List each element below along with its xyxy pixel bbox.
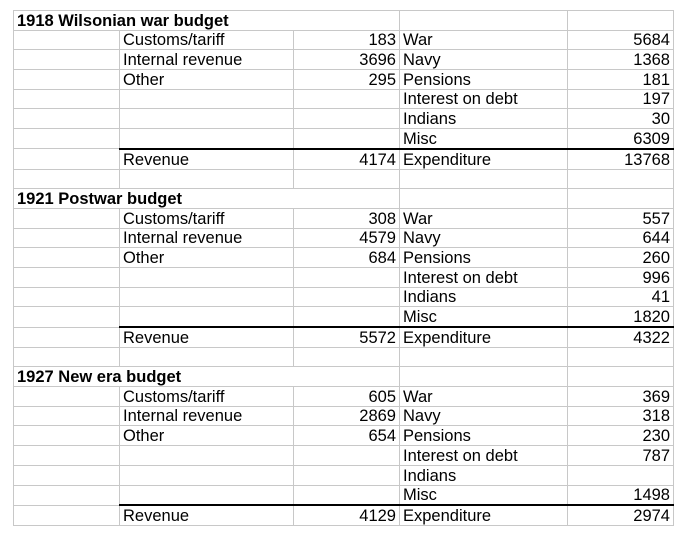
expense-label[interactable]: Navy — [400, 228, 568, 248]
revenue-value[interactable] — [294, 485, 400, 505]
table-row — [14, 50, 674, 70]
expense-label[interactable]: Pensions — [400, 248, 568, 268]
empty-cell[interactable] — [568, 11, 674, 31]
revenue-value[interactable]: 3696 — [294, 50, 400, 70]
expense-value[interactable]: 1498 — [568, 485, 674, 505]
empty-cell[interactable] — [120, 347, 294, 367]
revenue-value[interactable] — [294, 287, 400, 307]
expenditure-total-value[interactable]: 4322 — [568, 327, 674, 347]
revenue-value[interactable] — [294, 109, 400, 129]
empty-cell[interactable] — [14, 248, 120, 268]
table-row — [14, 70, 674, 90]
empty-cell[interactable] — [14, 89, 120, 109]
expense-value[interactable]: 1820 — [568, 307, 674, 327]
expense-value[interactable]: 260 — [568, 248, 674, 268]
expenditure-total-value[interactable]: 13768 — [568, 149, 674, 169]
revenue-label[interactable] — [120, 307, 294, 327]
empty-cell[interactable] — [14, 70, 120, 90]
expenditure-total-value[interactable]: 2974 — [568, 505, 674, 525]
table-row — [14, 267, 674, 287]
expense-label[interactable]: Interest on debt — [400, 89, 568, 109]
expense-value[interactable]: 644 — [568, 228, 674, 248]
revenue-value[interactable]: 2869 — [294, 406, 400, 426]
revenue-total-label[interactable]: Revenue — [120, 505, 294, 525]
empty-cell[interactable] — [14, 485, 120, 505]
empty-cell[interactable] — [14, 169, 120, 189]
expense-label[interactable]: Navy — [400, 406, 568, 426]
revenue-label[interactable]: Internal revenue — [120, 50, 294, 70]
expense-label[interactable]: War — [400, 387, 568, 407]
revenue-label[interactable] — [120, 109, 294, 129]
expense-value[interactable]: 996 — [568, 267, 674, 287]
spacer-row — [14, 347, 674, 367]
revenue-label[interactable] — [120, 485, 294, 505]
revenue-value[interactable] — [294, 89, 400, 109]
empty-cell[interactable] — [14, 347, 120, 367]
expense-value[interactable]: 318 — [568, 406, 674, 426]
table-row — [14, 109, 674, 129]
expense-label[interactable]: Pensions — [400, 70, 568, 90]
table-row — [14, 485, 674, 505]
empty-cell[interactable] — [14, 228, 120, 248]
revenue-value[interactable]: 684 — [294, 248, 400, 268]
table-row — [14, 287, 674, 307]
expense-value[interactable]: 557 — [568, 208, 674, 228]
table-row — [14, 307, 674, 327]
expense-label[interactable]: Indians — [400, 465, 568, 485]
empty-cell[interactable] — [14, 267, 120, 287]
table-row — [14, 465, 674, 485]
empty-cell[interactable] — [14, 446, 120, 466]
empty-cell[interactable] — [400, 347, 568, 367]
expenditure-total-label[interactable]: Expenditure — [400, 149, 568, 169]
revenue-label[interactable]: Internal revenue — [120, 228, 294, 248]
table-row — [14, 387, 674, 407]
expense-value[interactable]: 30 — [568, 109, 674, 129]
empty-cell[interactable] — [14, 505, 120, 525]
budget-title[interactable]: 1918 Wilsonian war budget — [14, 11, 400, 31]
revenue-value[interactable]: 654 — [294, 426, 400, 446]
expense-label[interactable]: Interest on debt — [400, 267, 568, 287]
expense-value[interactable]: 6309 — [568, 129, 674, 149]
expenditure-total-label[interactable]: Expenditure — [400, 327, 568, 347]
revenue-value[interactable]: 605 — [294, 387, 400, 407]
revenue-total-label[interactable]: Revenue — [120, 327, 294, 347]
expense-value[interactable]: 181 — [568, 70, 674, 90]
table-row — [14, 446, 674, 466]
revenue-value[interactable]: 308 — [294, 208, 400, 228]
expense-value[interactable]: 369 — [568, 387, 674, 407]
revenue-label[interactable] — [120, 287, 294, 307]
empty-cell[interactable] — [14, 129, 120, 149]
empty-cell[interactable] — [120, 169, 294, 189]
expense-label[interactable]: Misc — [400, 307, 568, 327]
empty-cell[interactable] — [14, 406, 120, 426]
empty-cell[interactable] — [400, 367, 568, 387]
empty-cell[interactable] — [14, 327, 120, 347]
revenue-label[interactable] — [120, 465, 294, 485]
empty-cell[interactable] — [14, 387, 120, 407]
empty-cell[interactable] — [14, 426, 120, 446]
expense-label[interactable]: Indians — [400, 287, 568, 307]
expense-value[interactable]: 787 — [568, 446, 674, 466]
revenue-label[interactable]: Other — [120, 70, 294, 90]
revenue-label[interactable] — [120, 267, 294, 287]
revenue-value[interactable] — [294, 267, 400, 287]
empty-cell[interactable] — [568, 169, 674, 189]
total-row — [14, 327, 674, 347]
revenue-total-value[interactable]: 4129 — [294, 505, 400, 525]
expense-label[interactable]: War — [400, 30, 568, 50]
table-row — [14, 426, 674, 446]
revenue-label[interactable] — [120, 129, 294, 149]
revenue-value[interactable]: 295 — [294, 70, 400, 90]
revenue-label[interactable]: Internal revenue — [120, 406, 294, 426]
expense-label[interactable]: Pensions — [400, 426, 568, 446]
table-row — [14, 89, 674, 109]
empty-cell[interactable] — [294, 347, 400, 367]
revenue-label[interactable] — [120, 89, 294, 109]
budget-title-row — [14, 367, 674, 387]
expense-value[interactable]: 197 — [568, 89, 674, 109]
empty-cell[interactable] — [14, 208, 120, 228]
expenditure-total-label[interactable]: Expenditure — [400, 505, 568, 525]
empty-cell[interactable] — [14, 50, 120, 70]
table-row — [14, 248, 674, 268]
spacer-row — [14, 169, 674, 189]
expense-value[interactable]: 41 — [568, 287, 674, 307]
expense-label[interactable]: Interest on debt — [400, 446, 568, 466]
empty-cell[interactable] — [568, 347, 674, 367]
expense-label[interactable]: Indians — [400, 109, 568, 129]
revenue-total-value[interactable]: 5572 — [294, 327, 400, 347]
revenue-label[interactable]: Customs/tariff — [120, 387, 294, 407]
empty-cell[interactable] — [400, 189, 568, 209]
expense-label[interactable]: Misc — [400, 129, 568, 149]
table-row — [14, 208, 674, 228]
expense-label[interactable]: Misc — [400, 485, 568, 505]
empty-cell[interactable] — [400, 11, 568, 31]
table-row — [14, 228, 674, 248]
table-row — [14, 406, 674, 426]
empty-cell[interactable] — [14, 30, 120, 50]
revenue-value[interactable] — [294, 446, 400, 466]
expense-label[interactable]: Navy — [400, 50, 568, 70]
revenue-label[interactable]: Customs/tariff — [120, 208, 294, 228]
expense-value[interactable]: 230 — [568, 426, 674, 446]
expense-value[interactable]: 1368 — [568, 50, 674, 70]
revenue-value[interactable] — [294, 465, 400, 485]
total-row — [14, 149, 674, 169]
table-row — [14, 30, 674, 50]
revenue-total-label[interactable]: Revenue — [120, 149, 294, 169]
empty-cell[interactable] — [14, 465, 120, 485]
empty-cell[interactable] — [14, 109, 120, 129]
expense-value[interactable] — [568, 465, 674, 485]
revenue-value[interactable] — [294, 307, 400, 327]
empty-cell[interactable] — [14, 149, 120, 169]
budget-title-row — [14, 11, 674, 31]
revenue-total-value[interactable]: 4174 — [294, 149, 400, 169]
expense-label[interactable]: War — [400, 208, 568, 228]
revenue-value[interactable] — [294, 129, 400, 149]
revenue-value[interactable]: 183 — [294, 30, 400, 50]
revenue-label[interactable]: Other — [120, 248, 294, 268]
revenue-label[interactable]: Other — [120, 426, 294, 446]
budget-title-row — [14, 189, 674, 209]
empty-cell[interactable] — [294, 169, 400, 189]
total-row — [14, 505, 674, 525]
empty-cell[interactable] — [14, 287, 120, 307]
table-row — [14, 129, 674, 149]
empty-cell[interactable] — [568, 189, 674, 209]
expense-value[interactable]: 5684 — [568, 30, 674, 50]
budget-title[interactable]: 1921 Postwar budget — [14, 189, 400, 209]
budget-title[interactable]: 1927 New era budget — [14, 367, 400, 387]
revenue-label[interactable] — [120, 446, 294, 466]
empty-cell[interactable] — [568, 367, 674, 387]
revenue-label[interactable]: Customs/tariff — [120, 30, 294, 50]
revenue-value[interactable]: 4579 — [294, 228, 400, 248]
empty-cell[interactable] — [14, 307, 120, 327]
empty-cell[interactable] — [400, 169, 568, 189]
budget-spreadsheet — [13, 10, 674, 526]
